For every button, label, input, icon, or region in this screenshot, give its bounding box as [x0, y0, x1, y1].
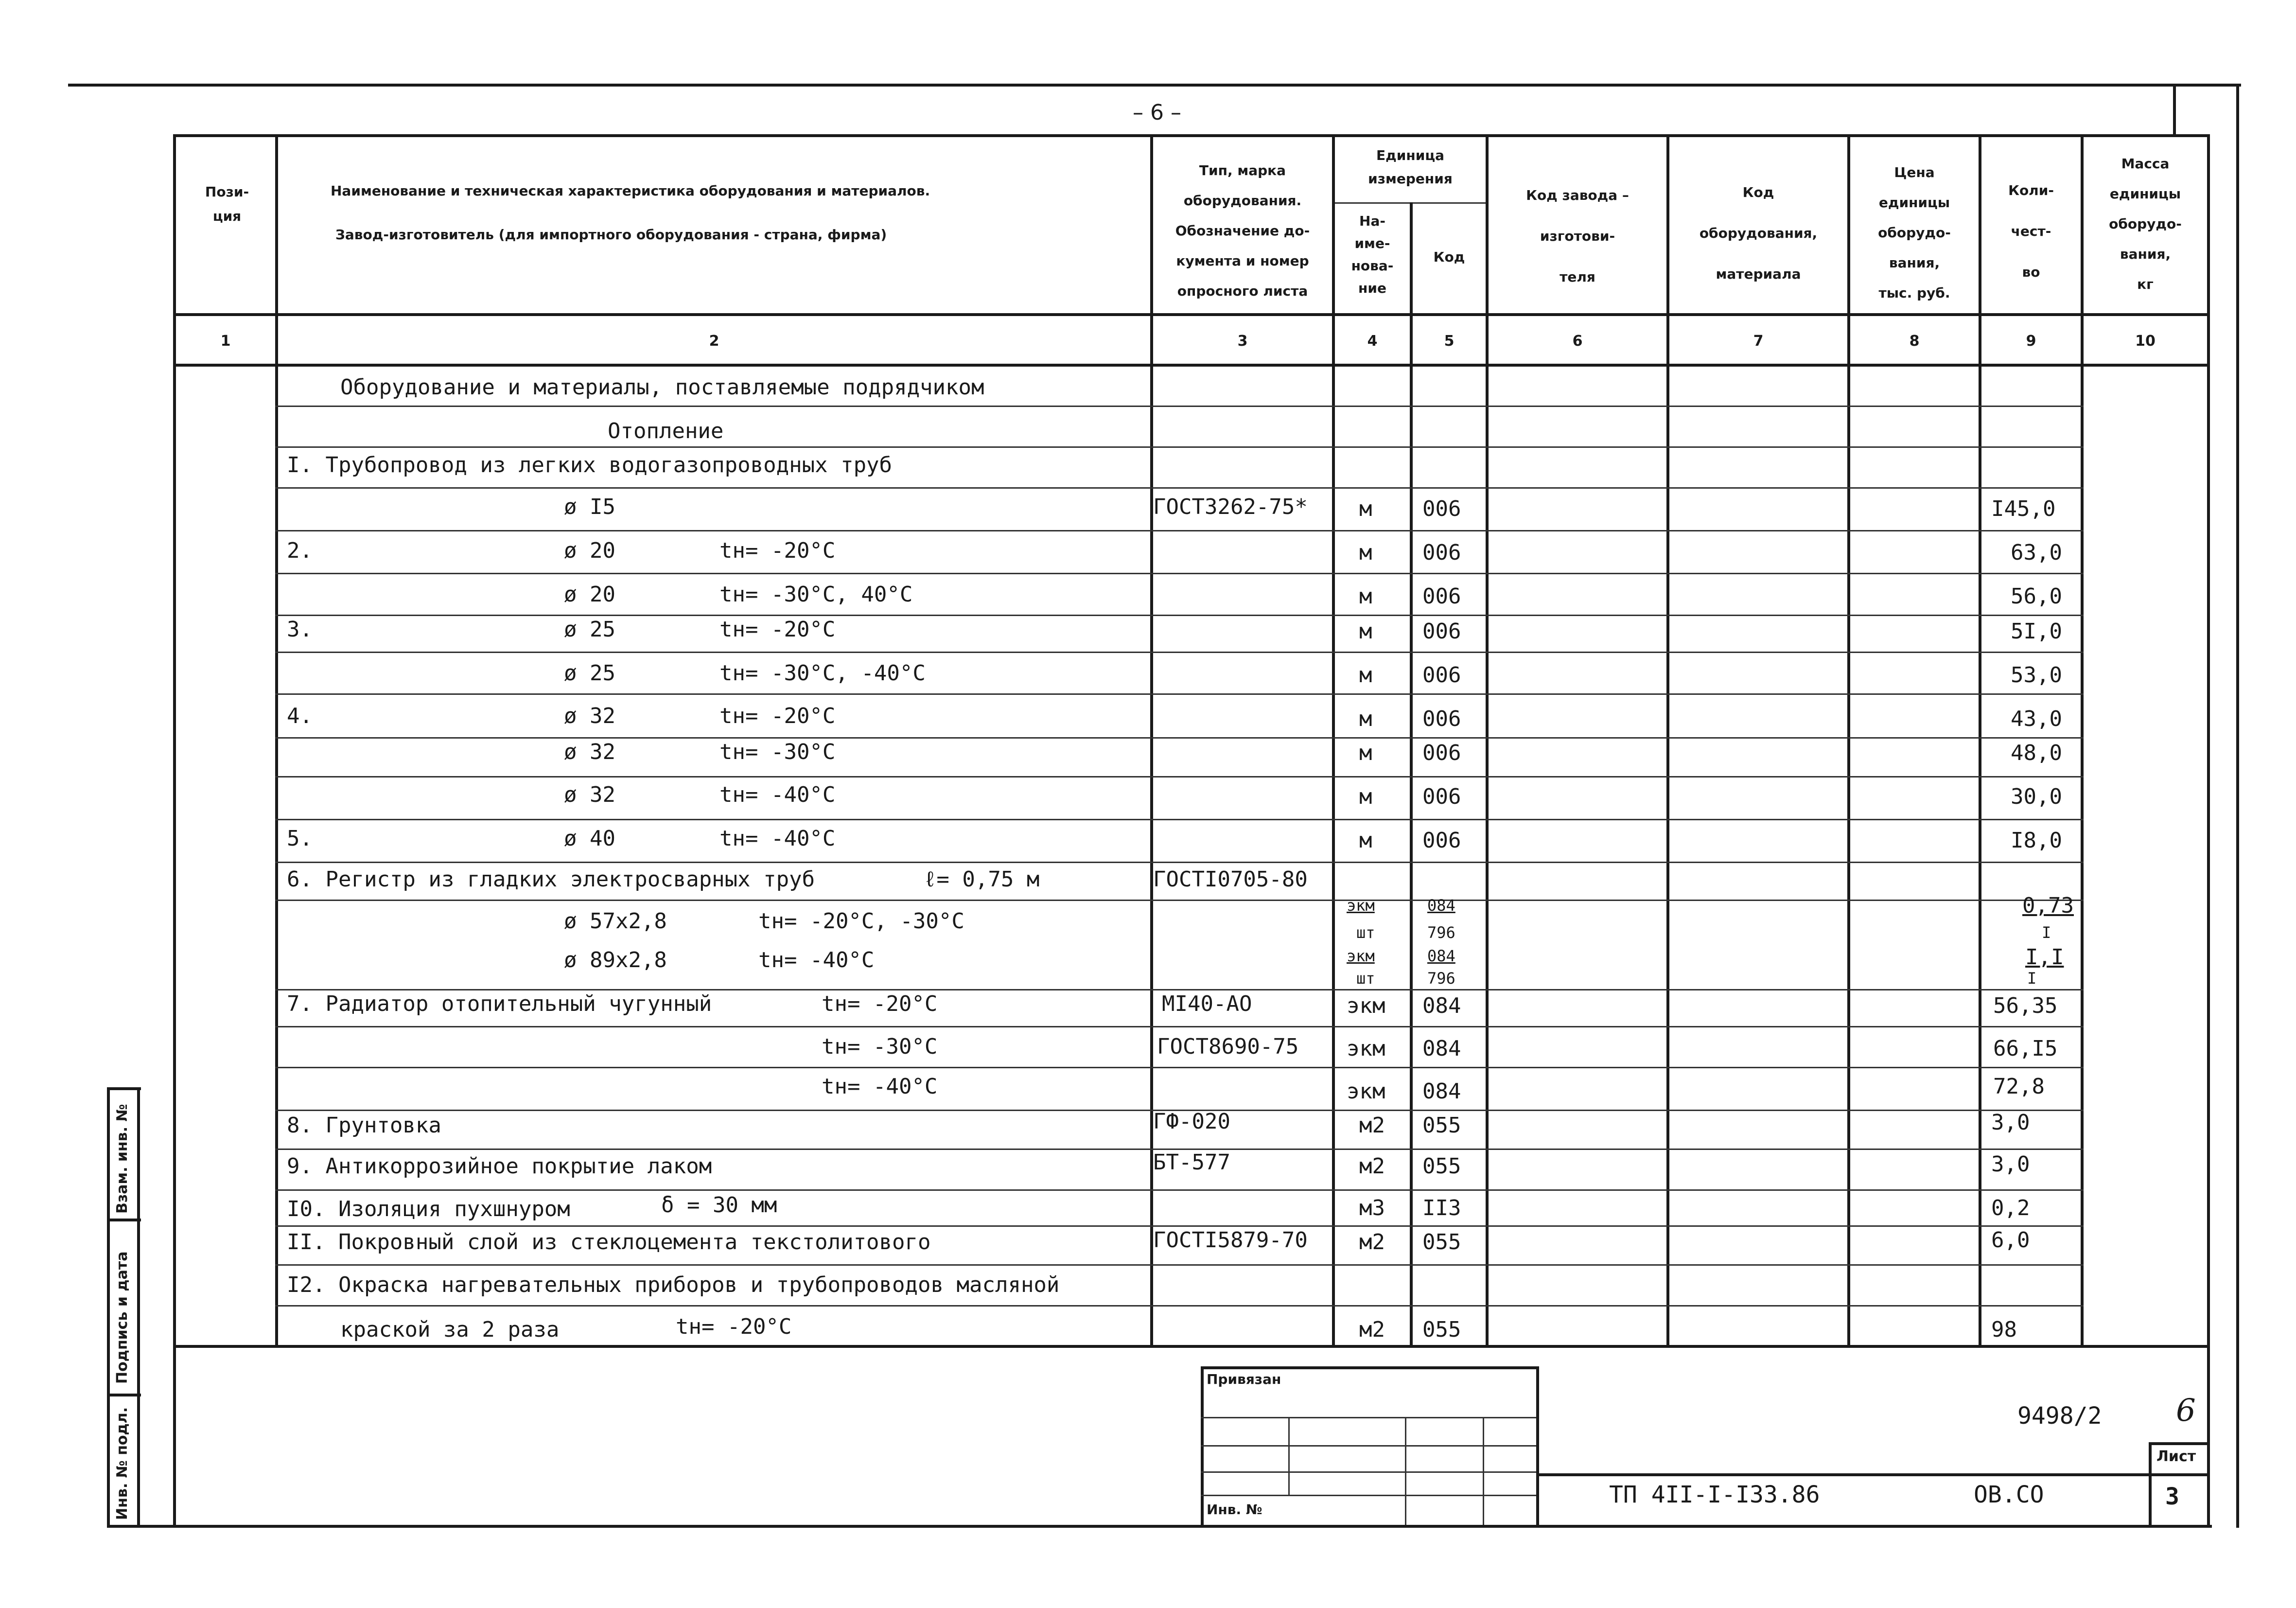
- row-line: [275, 693, 2084, 695]
- row-3-name: ø I5: [564, 495, 615, 519]
- row-21-type: ГОСТI5879-70: [1153, 1228, 1308, 1253]
- row-18-code: 055: [1422, 1113, 1461, 1138]
- header-col2-line1: Наименование и техническая характеристика оборудования и материалов.: [331, 183, 930, 199]
- row-7-unit: м: [1359, 663, 1372, 688]
- row-14-unit2: шт: [1356, 969, 1375, 988]
- frame-right-outer-line: [2236, 84, 2239, 1528]
- side-label-vzam-inv: Взам. инв. №: [114, 1104, 131, 1214]
- row-9-qty: 48,0: [2011, 741, 2062, 765]
- row-6-temp: tн= -20°C: [719, 617, 836, 642]
- column-number-5: 5: [1444, 333, 1455, 350]
- row-22-name: I2. Окраска нагревательных приборов и трубопроводов масляной: [287, 1272, 1060, 1297]
- row-5-qty: 56,0: [2011, 584, 2062, 609]
- row-18-qty: 3,0: [1991, 1110, 2030, 1135]
- row-14-qty: I,I: [2025, 945, 2064, 970]
- row-15-type: МI40-АО: [1162, 991, 1252, 1016]
- row-10-qty: 30,0: [2011, 784, 2062, 809]
- row-5-temp: tн= -30°C, 40°C: [719, 582, 913, 607]
- row-4-code: 006: [1422, 540, 1461, 565]
- header-col1: Пози- ция: [205, 184, 249, 224]
- stamp-box-row-1: [1201, 1417, 1536, 1418]
- header-bottom-line: [173, 313, 2210, 316]
- row-23-name: краской за 2 раза: [340, 1317, 560, 1342]
- row-6-code: 006: [1422, 619, 1461, 644]
- row-line: [275, 487, 2084, 489]
- row-8-pos: 4.: [287, 704, 313, 728]
- stamp-privyazan: Привязан: [1207, 1371, 1281, 1387]
- stamp-box-row-4: [1201, 1495, 1536, 1496]
- col-divider-8: [1979, 134, 1981, 1345]
- row-13-qty2: I: [2042, 923, 2051, 942]
- row-7-qty: 53,0: [2011, 663, 2062, 688]
- row-8-temp: tн= -20°C: [719, 704, 836, 728]
- row-3-unit: м: [1359, 496, 1372, 521]
- row-9-code: 006: [1422, 741, 1461, 765]
- row-5-unit: м: [1359, 584, 1372, 609]
- stamp-handwritten-mark: 6: [2176, 1393, 2196, 1429]
- row-17-qty: 72,8: [1993, 1074, 2045, 1099]
- stamp-box-col-1: [1288, 1417, 1290, 1495]
- row-6-unit: м: [1359, 619, 1372, 644]
- row-line: [275, 652, 2084, 653]
- row-10-code: 006: [1422, 784, 1461, 809]
- col-divider-3: [1332, 134, 1335, 1345]
- row-11-qty: I8,0: [2011, 828, 2062, 853]
- row-17-temp: tн= -40°C: [822, 1074, 938, 1099]
- header-col10: Масса единицы оборудо- вания, кг: [2109, 156, 2182, 292]
- row-line: [275, 989, 2084, 990]
- row-12-type: ГОСТI0705-80: [1153, 867, 1308, 892]
- col-divider-4: [1410, 202, 1413, 1345]
- side-stamp-mid-line: [137, 1087, 140, 1528]
- row-line: [275, 1067, 2084, 1068]
- stamp-box-col-2: [1405, 1417, 1406, 1525]
- row-18-name: 8. Грунтовка: [287, 1113, 441, 1138]
- col-divider-5: [1486, 134, 1489, 1345]
- row-8-unit: м: [1359, 707, 1372, 731]
- row-10-temp: tн= -40°C: [719, 782, 836, 807]
- frame-right-line: [2207, 134, 2210, 1528]
- stamp-main-line: [1536, 1473, 2210, 1476]
- row-9-unit: м: [1359, 741, 1372, 765]
- side-stamp-divider-1: [107, 1219, 141, 1221]
- row-line: [275, 1264, 2084, 1266]
- row-6-pos: 3.: [287, 617, 313, 642]
- row-13-unit2: шт: [1356, 923, 1375, 942]
- row-9-temp: tн= -30°C: [719, 740, 836, 764]
- row-line: [275, 530, 2084, 531]
- row-19-code: 055: [1422, 1154, 1461, 1179]
- row-8-qty: 43,0: [2011, 707, 2062, 731]
- stamp-box-col-3: [1483, 1417, 1484, 1525]
- row-20-qty: 0,2: [1991, 1196, 2030, 1220]
- side-stamp-left-line: [107, 1087, 110, 1528]
- col-divider-7: [1847, 134, 1850, 1345]
- header-col7: Код оборудования, материала: [1699, 184, 1818, 282]
- header-col9: Коли- чест- во: [2008, 182, 2054, 280]
- row-line: [275, 1225, 2084, 1227]
- row-7-temp: tн= -30°C, -40°C: [719, 661, 926, 686]
- row-8-name: ø 32: [564, 704, 615, 728]
- row-12-extra: ℓ= 0,75 м: [924, 867, 1040, 892]
- row-10-name: ø 32: [564, 782, 615, 807]
- row-18-type: ГФ-020: [1153, 1109, 1230, 1134]
- row-line: [275, 1305, 2084, 1307]
- row-14-temp: tн= -40°C: [758, 948, 875, 972]
- row-16-type: ГОСТ8690-75: [1157, 1034, 1299, 1059]
- row-23-unit: м2: [1359, 1317, 1385, 1342]
- row-15-code: 084: [1422, 993, 1461, 1018]
- row-13-qty: 0,73: [2022, 893, 2074, 918]
- row-11-unit: м: [1359, 828, 1372, 853]
- row-line: [275, 1026, 2084, 1027]
- column-number-2: 2: [709, 333, 719, 350]
- row-17-code: 084: [1422, 1079, 1461, 1104]
- row-13-name: ø 57x2,8: [564, 909, 667, 934]
- col-divider-1: [275, 134, 278, 1345]
- row-7-code: 006: [1422, 663, 1461, 688]
- header-col45-group: Единица измерения: [1368, 147, 1453, 187]
- stamp-box-row-3: [1201, 1471, 1536, 1473]
- row-15-name: 7. Радиатор отопительный чугунный: [287, 991, 712, 1016]
- row-line: [275, 776, 2084, 777]
- row-13-code2: 796: [1427, 923, 1455, 942]
- side-stamp-divider-2: [107, 1394, 141, 1396]
- row-14-code: 084: [1427, 947, 1455, 965]
- row-16-code: 084: [1422, 1036, 1461, 1061]
- row-line: [275, 737, 2084, 739]
- row-23-code: 055: [1422, 1317, 1461, 1342]
- stamp-box-right: [1536, 1366, 1539, 1525]
- row-21-qty: 6,0: [1991, 1228, 2030, 1253]
- row-2-name: I. Трубопровод из легких водогазопроводных труб: [287, 453, 893, 477]
- row-20-name: I0. Изоляция пухшнуром: [287, 1197, 570, 1221]
- column-number-6: 6: [1572, 333, 1583, 350]
- row-line: [275, 819, 2084, 820]
- row-21-unit: м2: [1359, 1230, 1385, 1255]
- stamp-doc-number: 9498/2: [2017, 1402, 2102, 1430]
- header-col6: Код завода – изготови- теля: [1526, 187, 1629, 285]
- row-15-temp: tн= -20°C: [822, 991, 938, 1016]
- col-divider-9: [2081, 134, 2084, 1345]
- stamp-sheet-number: 3: [2165, 1483, 2179, 1510]
- stamp-project-code: ТП 4II-I-I33.86: [1609, 1481, 1820, 1508]
- row-line: [275, 573, 2084, 574]
- row-10-unit: м: [1359, 784, 1372, 809]
- row-11-temp: tн= -40°C: [719, 826, 836, 851]
- side-label-inv-podl: Инв. № подл.: [114, 1407, 131, 1520]
- row-20-code: II3: [1422, 1196, 1461, 1220]
- side-label-podpis-data: Подпись и дата: [114, 1251, 131, 1384]
- row-6-name: ø 25: [564, 617, 615, 642]
- row-14-qty2: I: [2027, 969, 2037, 988]
- row-8-code: 006: [1422, 707, 1461, 731]
- row-18-unit: м2: [1359, 1113, 1385, 1138]
- row-0-name: Оборудование и материалы, поставляемые подрядчиком: [340, 375, 984, 400]
- column-number-10: 10: [2135, 333, 2156, 350]
- row-11-pos: 5.: [287, 826, 313, 851]
- row-23-qty: 98: [1991, 1317, 2017, 1342]
- column-number-7: 7: [1753, 333, 1764, 350]
- row-20-extra: δ = 30 мм: [661, 1193, 777, 1218]
- row-line: [275, 446, 2084, 448]
- row-13-unit: экм: [1347, 896, 1375, 915]
- stamp-inv-no: Инв. №: [1207, 1502, 1262, 1518]
- row-13-temp: tн= -20°C, -30°C: [758, 909, 964, 934]
- row-line: [275, 1189, 2084, 1191]
- row-3-code: 006: [1422, 496, 1461, 521]
- colnum-bottom-line: [173, 364, 2210, 367]
- row-line: [275, 900, 2084, 901]
- row-14-name: ø 89x2,8: [564, 948, 667, 972]
- header-col5: Код: [1433, 249, 1465, 265]
- header-col4: На- име- нова- ние: [1351, 213, 1394, 296]
- row-4-temp: tн= -20°C: [719, 538, 836, 563]
- header-col3: Тип, марка оборудования. Обозначение до- кумента и номер опросного листа: [1175, 162, 1310, 299]
- row-13-code: 084: [1427, 896, 1455, 915]
- row-5-code: 006: [1422, 584, 1461, 609]
- row-3-type: ГОСТ3262-75*: [1153, 495, 1308, 519]
- row-20-unit: м3: [1359, 1196, 1385, 1220]
- column-number-8: 8: [1909, 333, 1920, 350]
- page-number: – 6 –: [1133, 100, 1181, 125]
- row-3-qty: I45,0: [1991, 496, 2056, 521]
- sheet-box-left: [2149, 1442, 2152, 1525]
- row-7-name: ø 25: [564, 661, 615, 686]
- sheet-box-top: [2149, 1442, 2210, 1445]
- frame-top-right-tick: [2173, 84, 2176, 134]
- row-4-qty: 63,0: [2011, 540, 2062, 565]
- row-line: [275, 406, 2084, 407]
- row-15-unit: экм: [1347, 993, 1385, 1018]
- row-23-temp: tн= -20°C: [676, 1314, 792, 1339]
- col-divider-6: [1666, 134, 1669, 1345]
- row-5-name: ø 20: [564, 582, 615, 607]
- column-number-1: 1: [220, 333, 231, 350]
- row-line: [275, 862, 2084, 863]
- row-16-unit: экм: [1347, 1036, 1385, 1061]
- row-line: [275, 615, 2084, 616]
- row-16-qty: 66,I5: [1993, 1036, 2058, 1061]
- row-11-name: ø 40: [564, 826, 615, 851]
- row-21-code: 055: [1422, 1230, 1461, 1255]
- unit-group-divider: [1332, 202, 1486, 204]
- stamp-box-top: [1201, 1366, 1539, 1369]
- row-14-unit: экм: [1347, 947, 1375, 965]
- column-number-3: 3: [1237, 333, 1248, 350]
- table-bottom-line: [173, 1345, 2210, 1348]
- row-14-code2: 796: [1427, 969, 1455, 988]
- frame-bottom-line: [107, 1525, 2212, 1528]
- row-15-qty: 56,35: [1993, 993, 2058, 1018]
- row-19-qty: 3,0: [1991, 1152, 2030, 1177]
- row-19-name: 9. Антикоррозийное покрытие лаком: [287, 1154, 712, 1179]
- stamp-box-row-2: [1201, 1445, 1536, 1447]
- header-col8: Цена единицы оборудо- вания, тыс. руб.: [1878, 164, 1951, 301]
- row-16-temp: tн= -30°C: [822, 1034, 938, 1059]
- row-1-name: Отопление: [608, 419, 724, 443]
- row-4-unit: м: [1359, 540, 1372, 565]
- row-11-code: 006: [1422, 828, 1461, 853]
- row-19-unit: м2: [1359, 1154, 1385, 1179]
- row-19-type: БТ-577: [1153, 1150, 1230, 1175]
- row-12-name: 6. Регистр из гладких электросварных труб: [287, 867, 815, 892]
- row-4-pos: 2.: [287, 538, 313, 563]
- header-col2-line2: Завод-изготовитель (для импортного оборудования - страна, фирма): [335, 227, 887, 243]
- stamp-sheet-label: Лист: [2156, 1448, 2196, 1465]
- row-6-qty: 5I,0: [2011, 619, 2062, 644]
- row-17-unit: экм: [1347, 1079, 1385, 1104]
- row-21-name: II. Покровный слой из стеклоцемента текстолитового: [287, 1230, 931, 1255]
- column-number-9: 9: [2026, 333, 2036, 350]
- stamp-section-code: ОВ.СО: [1974, 1481, 2044, 1508]
- frame-top-line: [68, 84, 2241, 87]
- side-stamp-top-line: [107, 1087, 141, 1090]
- row-9-name: ø 32: [564, 740, 615, 764]
- row-4-name: ø 20: [564, 538, 615, 563]
- column-number-4: 4: [1367, 333, 1378, 350]
- table-top-line: [173, 134, 2210, 137]
